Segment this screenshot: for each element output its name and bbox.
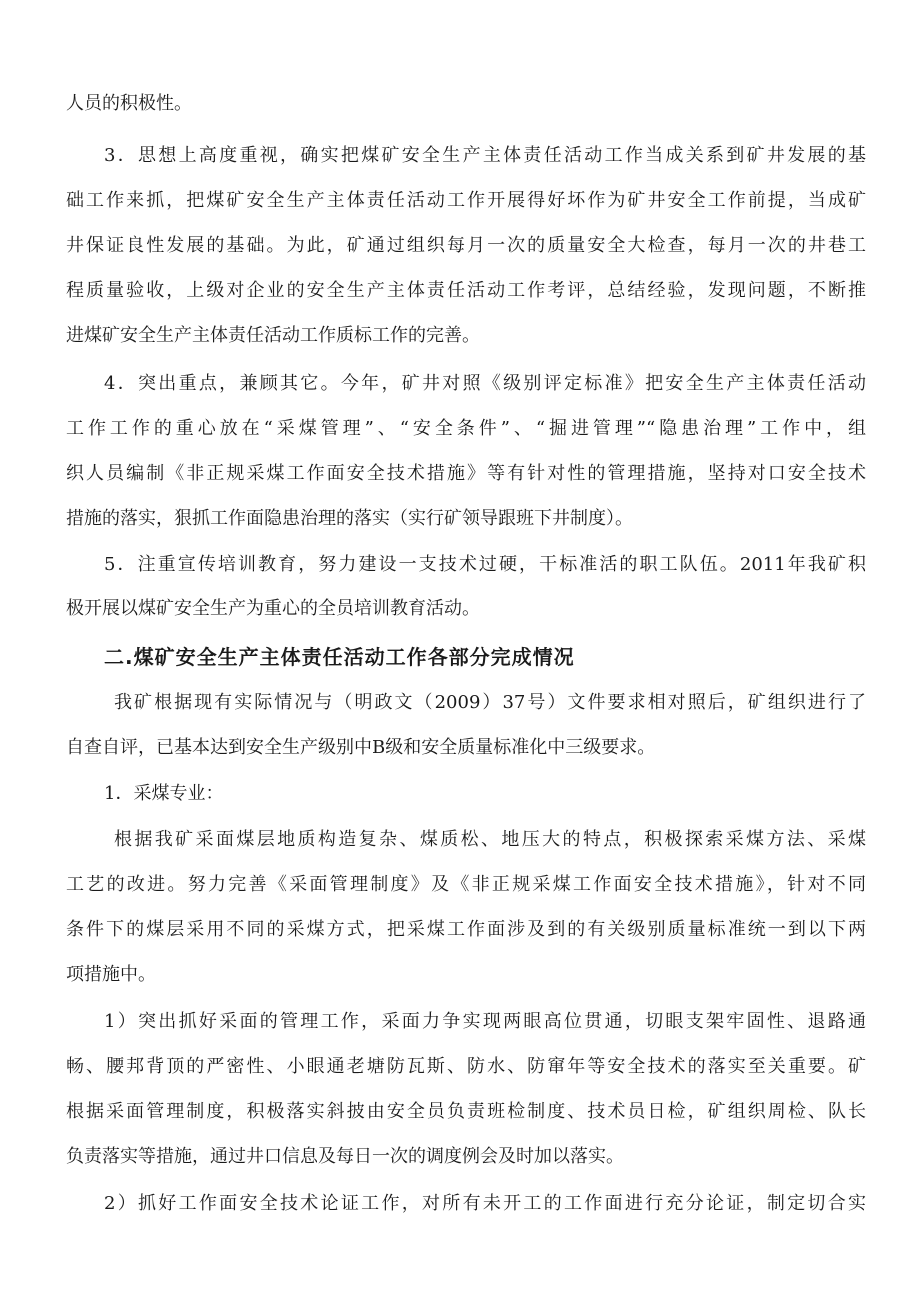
subsection-heading: 1．采煤专业： — [104, 783, 224, 804]
paragraph-line: 条件下的煤层采用不同的采煤方式，把采煤工作面涉及到的有关级别质量标准统一到以下两 — [66, 919, 866, 940]
paragraph-line: 我矿根据现有实际情况与（明政文（2009）37号）文件要求相对照后，矿组织进行了 — [114, 692, 866, 713]
paragraph-line: 4．突出重点，兼顾其它。今年，矿井对照《级别评定标准》把安全生产主体责任活动 — [104, 373, 866, 394]
paragraph-line: 负责落实等措施，通过井口信息及每日一次的调度例会及时加以落实。 — [66, 1146, 624, 1167]
paragraph-line: 程质量验收，上级对企业的安全生产主体责任活动工作考评，总结经验，发现问题，不断推 — [66, 280, 866, 301]
paragraph-line: 3．思想上高度重视，确实把煤矿安全生产主体责任活动工作当成关系到矿井发展的基 — [104, 145, 866, 166]
paragraph-line: 井保证良性发展的基础。为此，矿通过组织每月一次的质量安全大检查，每月一次的井巷工 — [66, 235, 866, 256]
section-heading: 二.煤矿安全生产主体责任活动工作各部分完成情况 — [104, 645, 575, 669]
paragraph-line: 项措施中。 — [66, 964, 156, 985]
paragraph-line: 5．注重宣传培训教育，努力建设一支技术过硬，干标准活的职工队伍。2011年我矿积 — [104, 554, 866, 575]
paragraph-line: 1）突出抓好采面的管理工作，采面力争实现两眼高位贯通，切眼支架牢固性、退路通 — [104, 1011, 866, 1032]
paragraph-line: 进煤矿安全生产主体责任活动工作质标工作的完善。 — [66, 325, 480, 346]
paragraph-line: 2）抓好工作面安全技术论证工作，对所有未开工的工作面进行充分论证，制定切合实 — [104, 1193, 866, 1214]
paragraph-line: 极开展以煤矿安全生产为重心的全员培训教育活动。 — [66, 598, 480, 619]
paragraph-line: 础工作来抓，把煤矿安全生产主体责任活动工作开展得好坏作为矿井安全工作前提，当成矿 — [66, 190, 866, 211]
paragraph-line: 畅、腰邦背顶的严密性、小眼通老塘防瓦斯、防水、防窜年等安全技术的落实至关重要。矿 — [66, 1056, 866, 1077]
paragraph-line: 织人员编制《非正规采煤工作面安全技术措施》等有针对性的管理措施，坚持对口安全技术 — [66, 463, 866, 484]
paragraph-line: 根据采面管理制度，积极落实斜披由安全员负责班检制度、技术员日检，矿组织周检、队长 — [66, 1101, 866, 1122]
paragraph-line: 措施的落实，狠抓工作面隐患治理的落实（实行矿领导跟班下井制度）。 — [66, 508, 633, 529]
paragraph-line: 工艺的改进。努力完善《采面管理制度》及《非正规采煤工作面安全技术措施》，针对不同 — [66, 874, 866, 895]
paragraph-line: 工作工作的重心放在“采煤管理”、“安全条件”、“掘进管理”“隐患治理”工作中，组 — [66, 418, 866, 439]
paragraph-line: 根据我矿采面煤层地质构造复杂、煤质松、地压大的特点，积极探索采煤方法、采煤 — [114, 829, 866, 850]
paragraph-line: 自查自评，已基本达到安全生产级别中B级和安全质量标准化中三级要求。 — [66, 737, 656, 758]
paragraph-line: 人员的积极性。 — [66, 93, 192, 114]
